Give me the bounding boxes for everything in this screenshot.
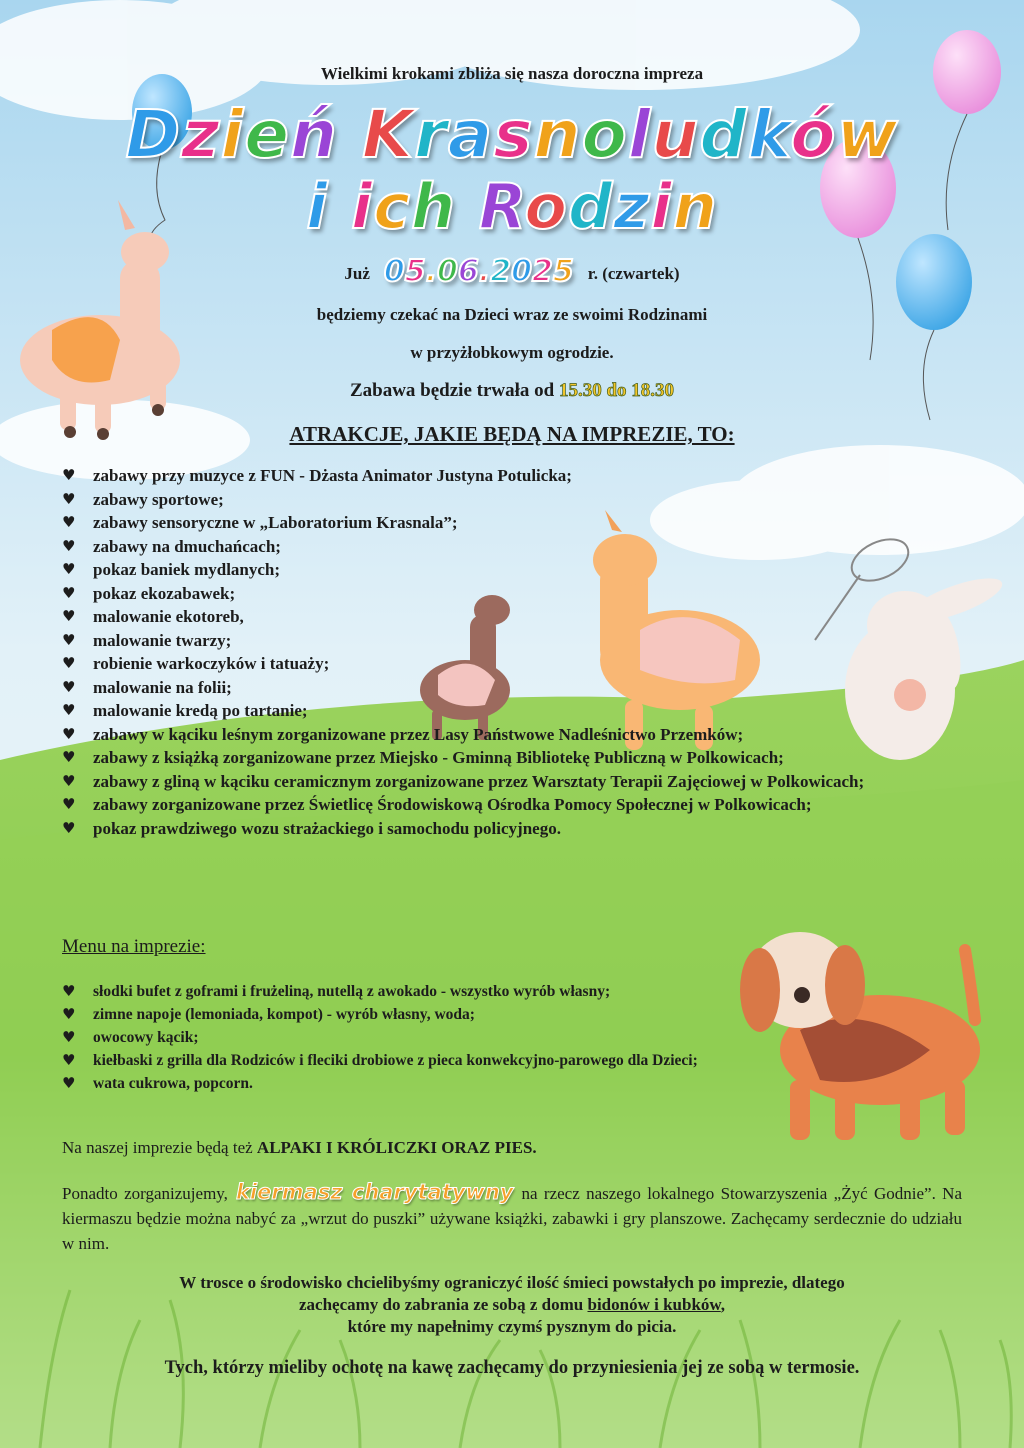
menu-item	[62, 1072, 762, 1095]
heart-bullet-icon: ♥	[62, 466, 76, 484]
heart-bullet-icon: ♥	[62, 795, 76, 813]
attraction-item-text: zabawy sportowe;	[93, 489, 224, 509]
menu-item	[62, 1003, 762, 1026]
menu-item-text: kiełbaski z grilla dla Rodziców i fleciki drobiowe z pieca konwekcyjno-parowego dla Dzieci;	[93, 1052, 698, 1069]
intro-text: Wielkimi krokami zbliża się nasza doroczna impreza	[320, 64, 704, 83]
attraction-item	[62, 699, 982, 723]
heart-bullet-icon: ♥	[62, 1051, 76, 1069]
attraction-item-text: pokaz ekozabawek;	[93, 583, 236, 603]
heart-bullet-icon: ♥	[62, 982, 76, 1000]
menu-item-text: zimne napoje (lemoniada, kompot) - wyrób własny, woda;	[93, 1006, 475, 1023]
eco-line-1: W trosce o środowisko chcielibyśmy ograniczyć ilość śmieci powstałych po imprezie, dlatego	[179, 1273, 845, 1292]
attraction-item	[62, 770, 982, 794]
eco-paragraph	[0, 1272, 1024, 1338]
attraction-item-text: zabawy zorganizowane przez Świetlicę Środowiskową Ośrodka Pomocy Społecznej w Polkowicach;	[93, 795, 812, 814]
attraction-item	[62, 558, 982, 582]
attraction-item	[62, 676, 982, 700]
attraction-item-text: pokaz baniek mydlanych;	[93, 560, 281, 579]
date-prefix: Już	[344, 264, 370, 283]
attraction-item-text: zabawy sensoryczne w „Laboratorium Krasnala”;	[93, 513, 458, 532]
heart-bullet-icon: ♥	[62, 1028, 76, 1046]
eco-line-3: które my napełnimy czymś pysznym do picia.	[347, 1317, 677, 1336]
animals-line	[62, 1138, 537, 1158]
heart-bullet-icon: ♥	[62, 583, 76, 602]
title-line-2: i ich Rodzin	[306, 170, 718, 243]
attraction-item-text: zabawy w kąciku leśnym zorganizowane przez Lasy Państwowe Nadleśnictwo Przemków;	[93, 724, 744, 744]
menu-item	[62, 1049, 762, 1072]
title-line-1: Dzień Krasnoludków	[125, 96, 899, 173]
attraction-item-text: malowanie twarzy;	[93, 630, 232, 650]
hours-value: 15.30 do 18.30	[558, 380, 675, 401]
attractions-list	[62, 464, 982, 840]
event-date: 05.06.2025	[383, 254, 574, 289]
attraction-item	[62, 652, 982, 676]
attraction-item-text: malowanie na folii;	[93, 677, 232, 697]
menu-list	[62, 980, 762, 1095]
attraction-item	[62, 746, 982, 770]
attractions-heading: ATRAKCJE, JAKIE BĘDĄ NA IMPREZIE, TO:	[289, 422, 735, 446]
heart-bullet-icon: ♥	[62, 677, 76, 696]
heart-bullet-icon: ♥	[62, 513, 76, 531]
attraction-item	[62, 535, 982, 559]
fair-prefix: Ponadto zorganizujemy,	[62, 1184, 228, 1203]
attraction-item	[62, 817, 982, 841]
attraction-item	[62, 629, 982, 653]
heart-bullet-icon: ♥	[62, 560, 76, 578]
eco-line-2-prefix: zachęcamy do zabrania ze sobą z domu	[298, 1295, 584, 1314]
heart-bullet-icon: ♥	[62, 748, 76, 766]
heart-bullet-icon: ♥	[62, 701, 76, 719]
date-suffix: r. (czwartek)	[587, 264, 680, 283]
heart-bullet-icon: ♥	[62, 771, 76, 790]
eco-line-2-suffix: ,	[720, 1295, 725, 1314]
garden-text: w przyżłobkowym ogrodzie.	[410, 343, 614, 362]
menu-item-text: owocowy kącik;	[93, 1029, 199, 1046]
attraction-item-text: zabawy przy muzyce z FUN - Dżasta Animator Justyna Potulicka;	[93, 466, 572, 485]
heart-bullet-icon: ♥	[62, 724, 76, 743]
heart-bullet-icon: ♥	[62, 1074, 76, 1092]
menu-item-text: wata cukrowa, popcorn.	[93, 1075, 253, 1092]
menu-item	[62, 1026, 762, 1049]
eco-bottles-cups: bidonów i kubków	[587, 1295, 721, 1314]
heart-bullet-icon: ♥	[62, 536, 76, 555]
charity-fair-badge: kiermasz charytatywny	[235, 1180, 514, 1204]
heart-bullet-icon: ♥	[62, 630, 76, 649]
attraction-item-text: zabawy z książką zorganizowane przez Miejsko - Gminną Bibliotekę Publiczną w Polkowicach;	[93, 748, 784, 767]
attraction-item-text: robienie warkoczyków i tatuaży;	[93, 654, 330, 673]
attraction-item	[62, 723, 982, 747]
menu-heading: Menu na imprezie:	[62, 936, 206, 957]
hours-prefix: Zabawa będzie trwała od	[349, 380, 555, 401]
charity-fair-paragraph	[62, 1180, 962, 1256]
date-line	[0, 254, 1024, 289]
menu-item	[62, 980, 762, 1003]
wait-text: będziemy czekać na Dzieci wraz ze swoimi Rodzinami	[316, 305, 708, 324]
animals-bold: ALPAKI I KRÓLICZKI ORAZ PIES.	[256, 1138, 537, 1157]
attraction-item-text: zabawy na dmuchańcach;	[93, 536, 281, 556]
hours-line	[0, 380, 1024, 402]
heart-bullet-icon: ♥	[62, 818, 76, 837]
attraction-item	[62, 488, 982, 512]
heart-bullet-icon: ♥	[62, 654, 76, 672]
attraction-item	[62, 605, 982, 629]
attraction-item-text: pokaz prawdziwego wozu strażackiego i samochodu policyjnego.	[93, 818, 561, 838]
heart-bullet-icon: ♥	[62, 607, 76, 625]
attraction-item-text: zabawy z gliną w kąciku ceramicznym zorganizowane przez Warsztaty Terapii Zajęciowej w Polkowicach;	[93, 771, 865, 791]
animals-prefix: Na naszej imprezie będą też	[62, 1138, 253, 1157]
coffee-note: Tych, którzy mieliby ochotę na kawę zachęcamy do przyniesienia jej ze sobą w termosie.	[164, 1358, 860, 1378]
attraction-item-text: malowanie ekotoreb,	[93, 607, 244, 626]
eco-line-2	[0, 1294, 1024, 1316]
attraction-item	[62, 582, 982, 606]
attraction-item	[62, 464, 982, 488]
attraction-item	[62, 793, 982, 817]
attraction-item	[62, 511, 982, 535]
attraction-item-text: malowanie kredą po tartanie;	[93, 701, 308, 720]
heart-bullet-icon: ♥	[62, 1005, 76, 1023]
menu-item-text: słodki bufet z goframi i frużeliną, nutellą z awokado - wszystko wyrób własny;	[93, 983, 611, 1000]
heart-bullet-icon: ♥	[62, 489, 76, 508]
fair-rest: na rzecz naszego lokalnego Stowarzyszenia „Żyć Godnie”. Na kiermaszu będzie można nabyć za „wrzut do puszki” używane książki, zabawki i gry planszowe. Zachęcamy serdecznie do udziału w nim.	[62, 1184, 963, 1253]
